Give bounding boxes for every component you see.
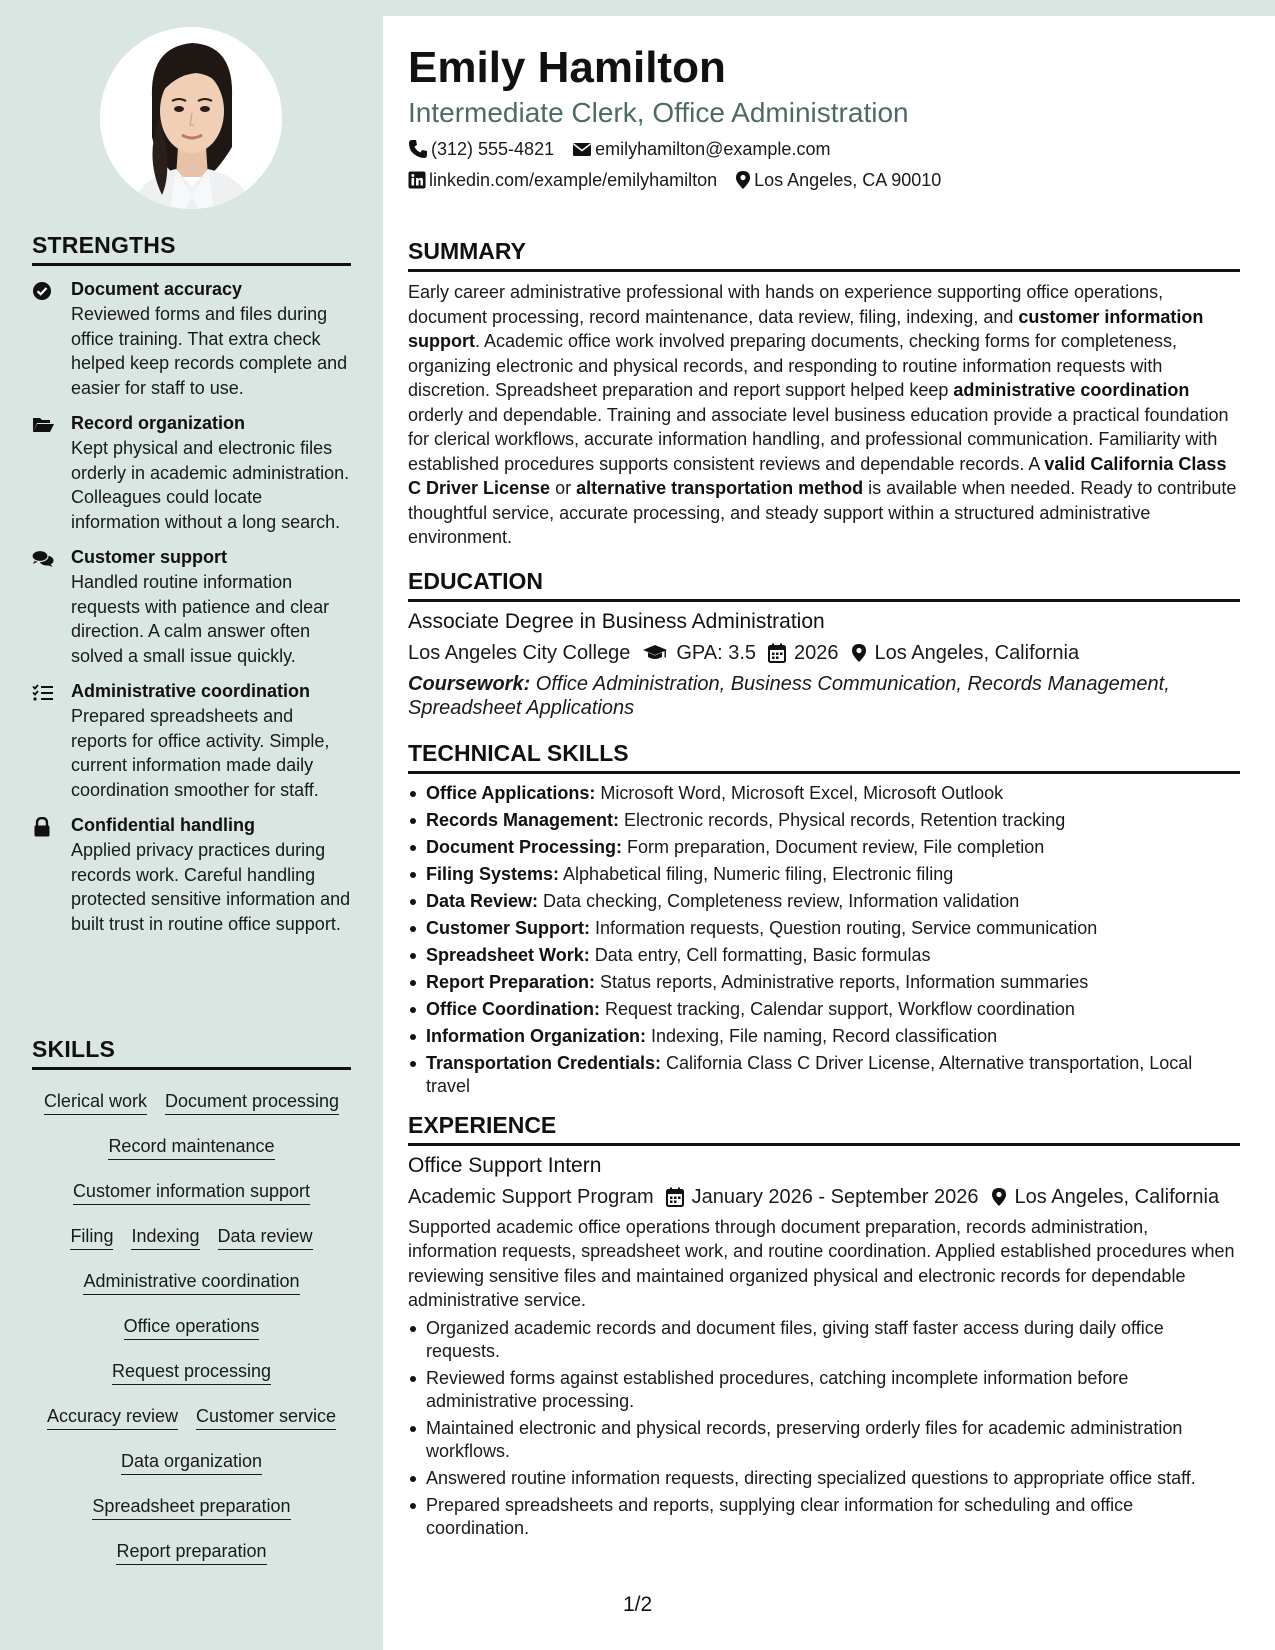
- list-item: Answered routine information requests, directing specialized questions to appropriate office staff.: [408, 1467, 1240, 1490]
- list-item: Document Processing: Form preparation, Document review, File completion: [408, 836, 1240, 859]
- strength-title: Administrative coordination: [71, 681, 311, 701]
- summary-part: . Academic office work involved preparing documents, checking forms for completeness, organizing electronic and physical records, and responding to routine information requests with discretion. Spreadsheet preparation and report support helped keep: [408, 331, 1177, 400]
- technical-skills-list: [408, 782, 1240, 1098]
- coursework-label: Coursework:: [408, 672, 531, 695]
- strength-item: [32, 680, 351, 802]
- location-contact: [735, 168, 941, 192]
- phone-contact[interactable]: [408, 137, 554, 161]
- skill-chip: Data organization: [121, 1450, 262, 1475]
- list-item: Office Coordination: Request tracking, Calendar support, Workflow coordination: [408, 998, 1240, 1021]
- education-section: [408, 568, 1240, 720]
- summary-part: Early career administrative professional with hands on experience supporting office operations, document processing, record maintenance, data review, filing, indexing, and: [408, 282, 1164, 327]
- list-item: Transportation Credentials: California Class C Driver License, Alternative transportation, Local travel: [408, 1052, 1240, 1098]
- job-title-header: Intermediate Clerk, Office Administration: [408, 97, 909, 128]
- skill-chip: Customer information support: [73, 1180, 310, 1205]
- skill-chip: Accuracy review: [47, 1405, 178, 1430]
- strength-item: [32, 412, 351, 534]
- strength-desc: Reviewed forms and files during office training. That extra check helped keep records complete and easier for staff to use.: [71, 304, 348, 398]
- check-circle-icon: [32, 281, 54, 303]
- map-pin-icon: [851, 643, 867, 663]
- skill-chip: Record maintenance: [108, 1135, 274, 1160]
- strength-item: [32, 546, 351, 668]
- skill-chip: Document processing: [165, 1090, 339, 1115]
- map-pin-icon: [735, 170, 751, 190]
- technical-skills-heading: TECHNICAL SKILLS: [408, 740, 1240, 774]
- phone-text: (312) 555-4821: [431, 139, 555, 159]
- graduation-cap-icon: [642, 644, 668, 662]
- summary-section: [408, 238, 1240, 550]
- email-text: emilyhamilton@example.com: [595, 139, 831, 159]
- summary-text: [408, 280, 1240, 550]
- dates-value: January 2026 - September 2026: [691, 1185, 979, 1208]
- list-item: Filing Systems: Alphabetical filing, Numeric filing, Electronic filing: [408, 863, 1240, 886]
- list-item: Report Preparation: Status reports, Administrative reports, Information summaries: [408, 971, 1240, 994]
- education-meta: [408, 639, 1240, 667]
- contact-row-2: [408, 168, 1240, 192]
- strength-desc: Applied privacy practices during records work. Careful handling protected sensitive information and built trust in routine office support.: [71, 840, 351, 934]
- list-item: Records Management: Electronic records, Physical records, Retention tracking: [408, 809, 1240, 832]
- strengths-heading: STRENGTHS: [32, 232, 351, 266]
- skill-chip: Customer service: [196, 1405, 336, 1430]
- school: [408, 639, 630, 667]
- experience-description: Supported academic office operations through document preparation, records administration, information requests, spreadsheet work, and routine coordination. Applied established procedures when reviewing sensitive files and maintained organized physical and electronic records for dependable administrative service.: [408, 1216, 1235, 1310]
- education-heading: EDUCATION: [408, 568, 1240, 602]
- location-value: Los Angeles, California: [1014, 1185, 1220, 1208]
- strength-desc: Prepared spreadsheets and reports for office activity. Simple, current information made daily coordination smoother for staff.: [71, 706, 330, 800]
- graduation-year: [768, 639, 839, 667]
- technical-skills-section: [408, 740, 1240, 1098]
- summary-highlight: customer information support: [408, 306, 1204, 351]
- skill-chip: Spreadsheet preparation: [92, 1495, 290, 1520]
- employment-dates: [666, 1183, 979, 1211]
- main-content: [408, 16, 1240, 1636]
- list-item: Data Review: Data checking, Completeness review, Information validation: [408, 890, 1240, 913]
- summary-part: or: [550, 478, 577, 498]
- organization-name: Academic Support Program: [408, 1185, 654, 1208]
- skill-chip: Indexing: [131, 1225, 199, 1250]
- strength-item: [32, 814, 351, 936]
- summary-highlight: alternative transportation method: [576, 478, 864, 498]
- contact-row-1: [408, 137, 1240, 161]
- skills-heading: SKILLS: [32, 1036, 351, 1070]
- calendar-icon: [768, 643, 786, 663]
- list-item: Office Applications: Microsoft Word, Microsoft Excel, Microsoft Outlook: [408, 782, 1240, 805]
- map-pin-icon: [991, 1187, 1007, 1207]
- envelope-icon: [572, 141, 592, 157]
- strength-item: [32, 278, 351, 400]
- skill-chip: Filing: [70, 1225, 113, 1250]
- list-item: Spreadsheet Work: Data entry, Cell formatting, Basic formulas: [408, 944, 1240, 967]
- skill-chip: Clerical work: [44, 1090, 147, 1115]
- school-name: Los Angeles City College: [408, 641, 631, 664]
- experience-bullets: [408, 1317, 1240, 1540]
- lock-icon: [32, 817, 54, 839]
- strength-title: Confidential handling: [71, 815, 255, 835]
- gpa-value: GPA: 3.5: [676, 641, 757, 664]
- strength-title: Customer support: [71, 547, 228, 567]
- strength-desc: Kept physical and electronic files orderly in academic administration. Colleagues could locate information without a long search.: [71, 438, 350, 532]
- top-band: [383, 0, 1275, 16]
- linkedin-text: linkedin.com/example/emilyhamilton: [429, 170, 718, 190]
- summary-part: orderly and dependable. Training and associate level business education provide a practical foundation for clerical workflows, accurate information handling, and professional communication. Familiarity with established procedures supports consistent reviews and dependable records. A: [408, 404, 1229, 474]
- strength-desc: Handled routine information requests with patience and clear direction. A calm answer often solved a small issue quickly.: [71, 572, 330, 666]
- folder-open-icon: [32, 415, 54, 437]
- location-text: Los Angeles, CA 90010: [754, 170, 942, 190]
- profile-photo: [100, 27, 282, 209]
- list-item: Prepared spreadsheets and reports, supplying clear information for scheduling and office coordination.: [408, 1494, 1240, 1540]
- list-item: Organized academic records and document files, giving staff faster access during daily office requests.: [408, 1317, 1240, 1363]
- skills-list: [32, 1080, 351, 1575]
- degree: Associate Degree in Business Administration: [408, 609, 825, 633]
- strengths-section: [32, 232, 351, 936]
- experience-section: [408, 1112, 1240, 1540]
- skill-chip: Administrative coordination: [83, 1270, 299, 1295]
- page-number: 1/2: [623, 1593, 653, 1616]
- linkedin-contact[interactable]: [408, 168, 717, 192]
- strength-title: Document accuracy: [71, 279, 243, 299]
- coursework: [408, 672, 1240, 720]
- strength-title: Record organization: [71, 413, 246, 433]
- experience-location: [991, 1183, 1220, 1211]
- skill-chip: Report preparation: [116, 1540, 266, 1565]
- experience-meta: [408, 1183, 1240, 1211]
- list-item: Customer Support: Information requests, Question routing, Service communication: [408, 917, 1240, 940]
- education-location: [851, 639, 1080, 667]
- sidebar: [0, 0, 383, 1650]
- summary-part: is available when needed. Ready to contribute thoughtful service, accurate processing, and steady support within a structured administrative environment.: [408, 478, 1237, 547]
- organization: [408, 1183, 654, 1211]
- location-value: Los Angeles, California: [874, 641, 1080, 664]
- coursework-list: Office Administration, Business Communication, Records Management, Spreadsheet Applications: [408, 672, 1170, 719]
- gpa: [642, 639, 756, 667]
- comments-icon: [32, 549, 54, 571]
- experience-heading: EXPERIENCE: [408, 1112, 1240, 1146]
- experience-job-title: Office Support Intern: [408, 1153, 602, 1177]
- list-item: Maintained electronic and physical records, preserving orderly files for academic administration workflows.: [408, 1417, 1240, 1463]
- summary-highlight: administrative coordination: [953, 380, 1190, 400]
- phone-icon: [408, 139, 428, 159]
- linkedin-icon: [408, 171, 426, 189]
- year-value: 2026: [794, 641, 839, 664]
- calendar-icon: [666, 1187, 684, 1207]
- list-item: Information Organization: Indexing, File naming, Record classification: [408, 1025, 1240, 1048]
- skill-chip: Data review: [218, 1225, 313, 1250]
- skills-section: [32, 1036, 351, 1575]
- skill-chip: Office operations: [124, 1315, 260, 1340]
- skill-chip: Request processing: [112, 1360, 271, 1385]
- summary-heading: SUMMARY: [408, 238, 1240, 272]
- candidate-name: Emily Hamilton: [408, 43, 726, 92]
- email-contact[interactable]: [572, 137, 830, 161]
- summary-highlight: valid California Class C Driver License: [408, 453, 1227, 498]
- list-item: Reviewed forms against established procedures, catching incomplete information before administrative processing.: [408, 1367, 1240, 1413]
- checklist-icon: [32, 683, 54, 705]
